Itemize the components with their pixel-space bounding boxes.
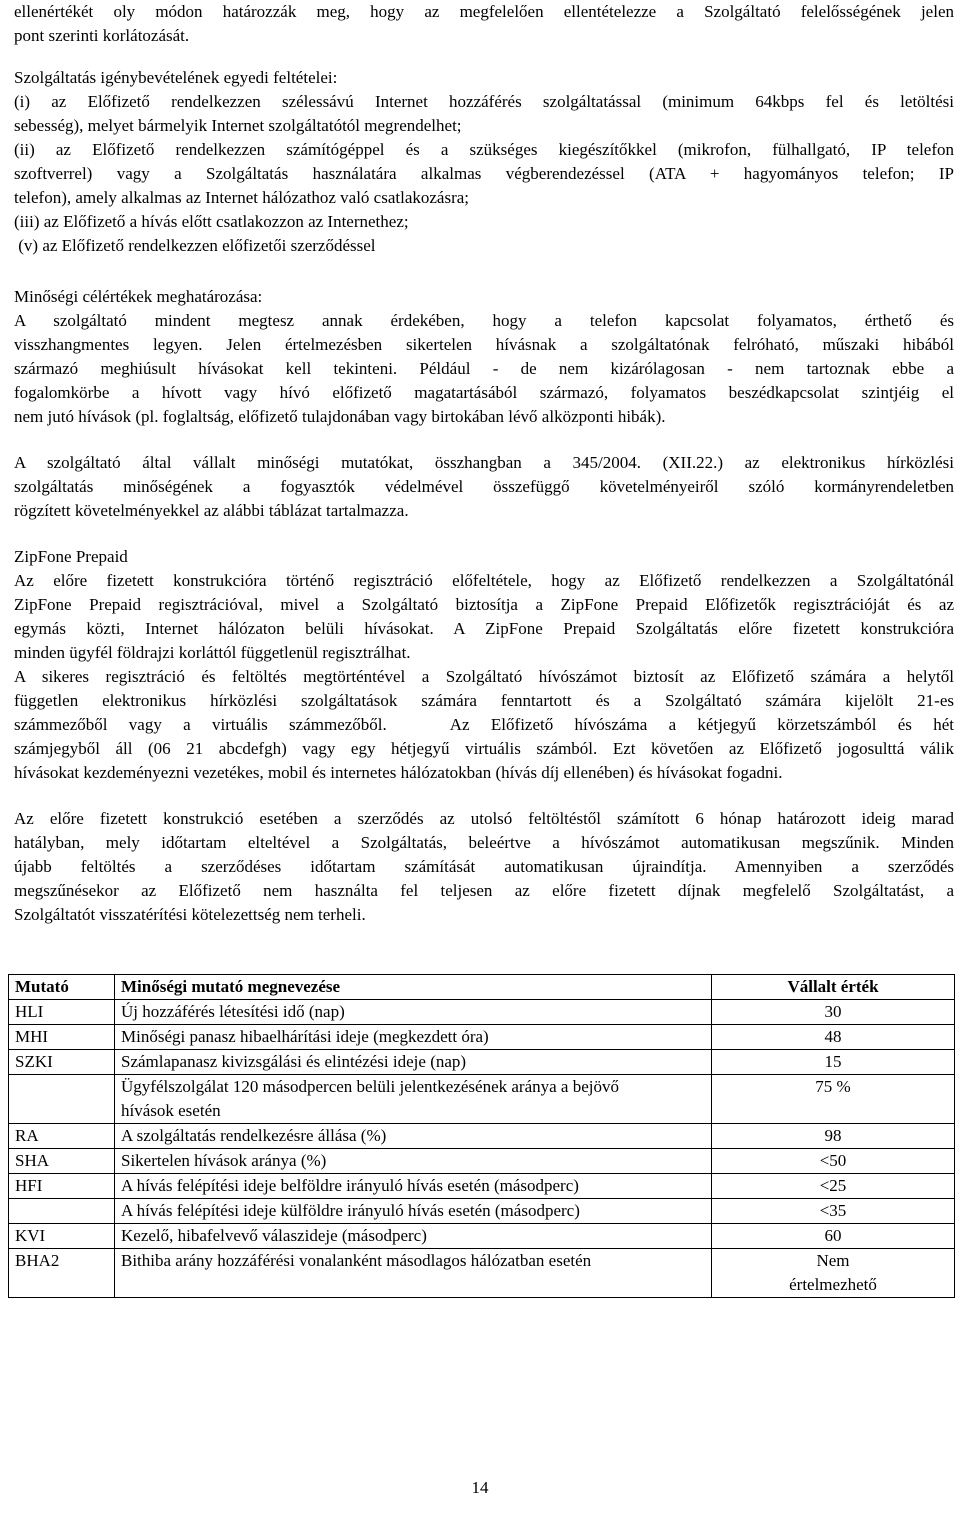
- text-line: független elektronikus hírközlési szolgáltatások számára fenntartott és a Szolgáltató számára kijelölt 21-es: [14, 691, 954, 710]
- text-line: visszhangmentes legyen. Jelen értelmezésben sikertelen hívásnak a szolgáltatónak felróható, műszaki hibából: [14, 335, 954, 354]
- table-row: [9, 1050, 955, 1075]
- prepaid-section: [14, 545, 954, 785]
- text-line: számmezőből vagy a virtuális számmezőből. Az Előfizető hívószáma a kétjegyű körzetszámból és hét: [14, 715, 954, 734]
- text-line: pont szerinti korlátozását.: [14, 26, 190, 45]
- text-line: A szolgáltató mindent megtesz annak érdekében, hogy a telefon kapcsolat folyamatos, érthető és: [14, 311, 954, 330]
- cell-code: SHA: [9, 1149, 115, 1174]
- condition-iii: (iii) az Előfizető a hívás előtt csatlakozzon az Internethez;: [14, 212, 409, 231]
- cell-code: HFI: [9, 1174, 115, 1199]
- table-row: [9, 1025, 955, 1050]
- text-line: rögzített követelményekkel az alábbi táblázat tartalmazza.: [14, 501, 409, 520]
- condition-ii: (ii) az Előfizető rendelkezzen számítógéppel és a szükséges kiegészítőkkel (mikrofon, fülhallgató, IP telefon: [14, 140, 954, 159]
- cell-value: 48: [712, 1025, 955, 1050]
- cell-value: <50: [712, 1149, 955, 1174]
- cell-code: KVI: [9, 1224, 115, 1249]
- table-row: [9, 1124, 955, 1149]
- table-row: [9, 1000, 955, 1025]
- text-line: Az előre fizetett konstrukció esetében a szerződés az utolsó feltöltéstől számított 6 hónap határozott ideig marad: [14, 809, 954, 828]
- table-row: [9, 1199, 955, 1224]
- table-row: [9, 1075, 955, 1124]
- cell-code: BHA2: [9, 1249, 115, 1298]
- text-line: ZipFone Prepaid regisztrációval, mivel a Szolgáltató biztosítja a ZipFone Prepaid Előfizetők regisztrációját és az: [14, 595, 954, 614]
- table-row: [9, 1249, 955, 1298]
- table-header-row: [9, 975, 955, 1000]
- cell-value: 60: [712, 1224, 955, 1249]
- prepaid-heading: ZipFone Prepaid: [14, 547, 128, 566]
- table-row: [9, 1149, 955, 1174]
- header-cell-code: Mutató: [9, 975, 115, 1000]
- cell-value: Nem értelmezhető: [712, 1249, 955, 1298]
- prepaid-contract-paragraph: [14, 807, 954, 927]
- condition-ii-cont: szoftverrel) vagy a Szolgáltatás használatára alkalmas végberendezéssel (ATA + hagyományos telefon; IP: [14, 164, 954, 183]
- table-row: [9, 1224, 955, 1249]
- text-line: A sikeres regisztráció és feltöltés megtörténtével a Szolgáltató hívószámot biztosít az Előfizető számára a helytől: [14, 667, 954, 686]
- condition-i-cont: sebesség), melyet bármelyik Internet szolgáltatótól megrendelhet;: [14, 116, 462, 135]
- intro-paragraph: [14, 0, 954, 48]
- commitment-paragraph: [14, 451, 954, 523]
- text-line: nem jutó hívások (pl. foglaltság, előfizető tulajdonában vagy birtokában lévő alközponti hibák).: [14, 407, 666, 426]
- cell-value: <35: [712, 1199, 955, 1224]
- quality-targets: [14, 285, 954, 429]
- quality-heading: Minőségi célértékek meghatározása:: [14, 287, 263, 306]
- text-line: ellenértékét oly módon határozzák meg, hogy az megfelelően ellentételezze a Szolgáltató felelősségének jelen: [14, 2, 954, 21]
- condition-ii-cont: telefon), amely alkalmas az Internet hálózathoz való csatlakozásra;: [14, 188, 469, 207]
- cell-name: Új hozzáférés létesítési idő (nap): [115, 1000, 712, 1025]
- text-line: hívásokat kezdeményezni vezetékes, mobil és internetes hálózatokban (hívás díj ellenében) és hívásokat fogadni.: [14, 763, 783, 782]
- text-line: megszűnésekor az Előfizető nem használta fel teljesen az előre fizetett díjnak megfelelő Szolgáltatást, a: [14, 881, 954, 900]
- cell-name: A hívás felépítési ideje külföldre irányuló hívás esetén (másodperc): [115, 1199, 712, 1224]
- text-line: egymás közti, Internet hálózaton belüli hívásokat. A ZipFone Prepaid Szolgáltatás előre fizetett konstrukcióra: [14, 619, 954, 638]
- condition-v: (v) az Előfizető rendelkezzen előfizetői szerződéssel: [14, 236, 376, 255]
- text-line: újabb feltöltés a szerződéses időtartam számítását automatikusan újraindítja. Amennyiben a szerződés: [14, 857, 954, 876]
- service-conditions: [14, 66, 954, 258]
- cell-value: 98: [712, 1124, 955, 1149]
- text-line: fogalomkörbe a hívott vagy hívó előfizető magatartásából származó, folyamatos beszédkapcsolat szintjéig el: [14, 383, 954, 402]
- cell-name: Ügyfélszolgálat 120 másodpercen belüli jelentkezésének aránya a bejövő hívások esetén: [115, 1075, 712, 1124]
- cell-name: Kezelő, hibafelvevő válaszideje (másodperc): [115, 1224, 712, 1249]
- cell-name: A hívás felépítési ideje belföldre irányuló hívás esetén (másodperc): [115, 1174, 712, 1199]
- cell-name: Minőségi panasz hibaelhárítási ideje (megkezdett óra): [115, 1025, 712, 1050]
- text-line: Az előre fizetett konstrukcióra történő regisztráció előfeltétele, hogy az Előfizető rendelkezzen a Szolgáltatónál: [14, 571, 954, 590]
- text-line: számjegyből áll (06 21 abcdefgh) vagy egy hétjegyű virtuális számból. Ezt követően az Előfizető jogosulttá válik: [14, 739, 954, 758]
- cell-name: Számlapanasz kivizsgálási és elintézési ideje (nap): [115, 1050, 712, 1075]
- cell-code: MHI: [9, 1025, 115, 1050]
- header-cell-name: Minőségi mutató megnevezése: [115, 975, 712, 1000]
- cell-value: 15: [712, 1050, 955, 1075]
- page-number: 14: [471, 1478, 489, 1497]
- cell-code: [9, 1075, 115, 1124]
- header-cell-value: Vállalt érték: [712, 975, 955, 1000]
- cell-value: <25: [712, 1174, 955, 1199]
- table-row: [9, 1174, 955, 1199]
- text-line: minden ügyfél földrajzi korláttól függetlenül regisztrálhat.: [14, 643, 411, 662]
- text-line: hatályban, mely időtartam elteltével a Szolgáltatás, beleértve a hívószámot automatikusan megszűnik. Minden: [14, 833, 954, 852]
- text-line: Szolgáltatót visszatérítési kötelezettség nem terheli.: [14, 905, 366, 924]
- cell-name: Bithiba arány hozzáférési vonalanként másodlagos hálózatban esetén: [115, 1249, 712, 1298]
- conditions-heading: Szolgáltatás igénybevételének egyedi feltételei:: [14, 68, 338, 87]
- cell-name: Sikertelen hívások aránya (%): [115, 1149, 712, 1174]
- cell-code: HLI: [9, 1000, 115, 1025]
- cell-value: 30: [712, 1000, 955, 1025]
- cell-code: SZKI: [9, 1050, 115, 1075]
- text-line: szolgáltatás minőségének a fogyasztók védelmével összefüggő követelményeiről szóló kormányrendeletben: [14, 477, 954, 496]
- cell-name: A szolgáltatás rendelkezésre állása (%): [115, 1124, 712, 1149]
- cell-code: RA: [9, 1124, 115, 1149]
- condition-i: (i) az Előfizető rendelkezzen szélessávú Internet hozzáférés szolgáltatással (minimum 64kbps fel és letöltési: [14, 92, 954, 111]
- cell-code: [9, 1199, 115, 1224]
- quality-indicators-table: [8, 974, 955, 1298]
- text-line: A szolgáltató által vállalt minőségi mutatókat, összhangban a 345/2004. (XII.22.) az elektronikus hírközlési: [14, 453, 954, 472]
- text-line: származó meghiúsult hívásokat kell tekinteni. Például - de nem kizárólagosan - nem tartoznak ebbe a: [14, 359, 954, 378]
- cell-value: 75 %: [712, 1075, 955, 1124]
